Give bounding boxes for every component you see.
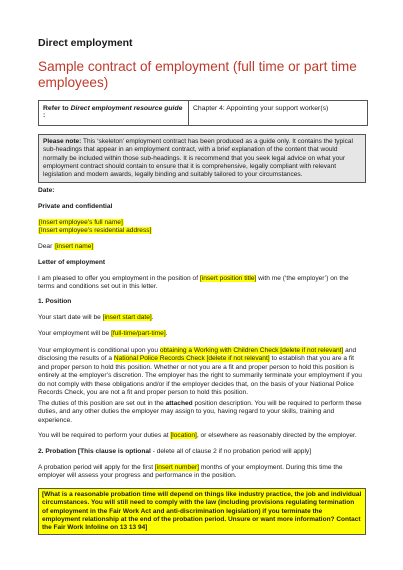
employment-type-placeholder: [full-time/part-time] bbox=[111, 330, 166, 337]
probation-months-placeholder: [insert number] bbox=[154, 464, 199, 471]
location-placeholder: [location] bbox=[170, 432, 197, 439]
note-box bbox=[38, 134, 366, 183]
employment-type-line: Your employment will be [full-time/part-time]. bbox=[38, 330, 168, 337]
wwcc-placeholder: obtaining a Working with Children Check [delete if not relevant] bbox=[159, 347, 344, 354]
location-line: You will be required to perform your duties at [location], or elsewhere as reasonably directed by the employer. bbox=[38, 432, 357, 439]
letter-heading: Letter of employment bbox=[38, 259, 106, 266]
conditional-paragraph: Your employment is conditional upon you obtaining a Working with Children Check [delete if not relevant] and disclosing the results of a National Police Records Check [delete if not relevant] to establish that you are a fit and proper person to hold this position. Whether or not you are a fit and proper person to hold this position is entirely at the employer’s discretion. The employer has the right to summarily terminate your employment if you do not comply with these obligations and/or if the employer decides that, on the basis of your National Police Records Check, you are not a fit and proper person to hold this position. bbox=[38, 347, 362, 397]
employee-address-placeholder: [Insert employee’s residential address] bbox=[39, 227, 152, 234]
date-label: Date: bbox=[38, 187, 55, 194]
start-date-line: Your start date will be [insert start date]. bbox=[38, 314, 154, 321]
police-check-placeholder: National Police Records Check [delete if not relevant] bbox=[113, 355, 270, 363]
probation-heading: 2. Probation [This clause is optional - delete all of clause 2 if no probation period will apply] bbox=[38, 448, 312, 455]
private-label: Private and confidential bbox=[38, 203, 113, 210]
reference-value: Chapter 4: Appointing your support worker(s) bbox=[193, 105, 329, 112]
reference-label: Refer to Direct employment resource guide : bbox=[39, 101, 189, 125]
position-title-placeholder: [insert position title] bbox=[199, 275, 257, 282]
document-title: Sample contract of employment (full time or part time employees) bbox=[38, 59, 357, 90]
start-date-placeholder: [insert start date] bbox=[102, 314, 152, 321]
note-text: This ‘skeleton’ employment contract has been produced as a guide only. It contains the typical sub-headings that appear in an employment contract, with a brief explanation of the content that would normally be included within those sub-headings. It is recommend that you seek legal advice on what your employment contract should contain to ensure that it is comprehensive, legally compliant with relevant legislation and modern awards, legally binding and suitably tailored to your circumstances. bbox=[43, 138, 353, 179]
resource-guide-link[interactable]: Direct employment resource guide bbox=[70, 105, 183, 112]
employee-name-placeholder: [Insert employee’s full name] bbox=[39, 219, 123, 226]
offer-paragraph: I am pleased to offer you employment in the position of [insert position title] with me (‘the employer’) on the terms and conditions set out in this letter. bbox=[38, 275, 349, 291]
name-placeholder: [insert name] bbox=[55, 243, 94, 250]
duties-paragraph: The duties of this position are set out in the attached position description. You will be required to perform these duties, and any other duties the employer may assign to you, having regard to your skills, training and experience. bbox=[38, 400, 362, 424]
section-heading: Direct employment bbox=[38, 37, 133, 49]
probation-guidance-box: [What is a reasonable probation time will depend on things like industry practice, the job and individual circumstances. You will still need to comply with the law (including provisions regulating termination of employment in the Fair Work Act and anti-discrimination legislation) if you terminate the employment relationship at the end of the probation period. Unsure or want more information? Contact the Fair Work Infoline on 13 13 94] bbox=[38, 488, 366, 535]
attached-bold: attached bbox=[165, 400, 193, 407]
note-label: Please note: bbox=[43, 138, 82, 145]
salutation: Dear [insert name] bbox=[38, 243, 94, 250]
reference-table bbox=[38, 100, 368, 126]
probation-paragraph: A probation period will apply for the first [insert number] months of your employment. During this time the employer will assess your progress and performance in the position. bbox=[38, 464, 343, 480]
position-heading: 1. Position bbox=[38, 298, 72, 305]
